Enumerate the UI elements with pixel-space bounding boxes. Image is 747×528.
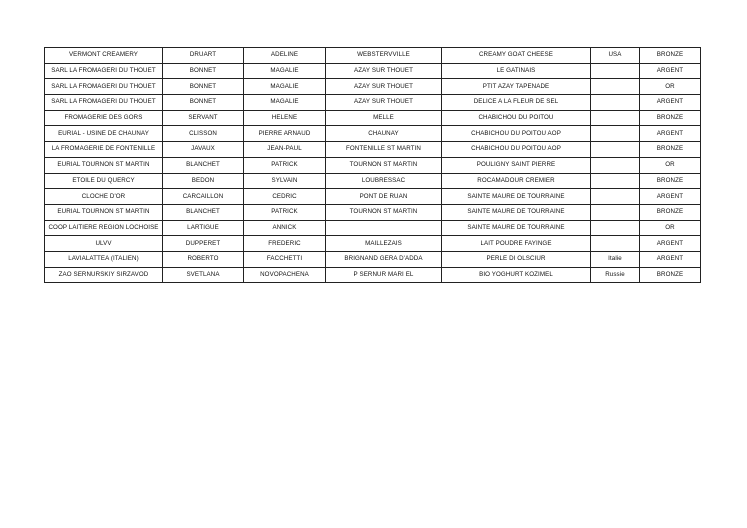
city-cell: AZAY SUR THOUET: [326, 63, 442, 79]
country-cell: [591, 157, 640, 173]
medal-cell: ARGENT: [640, 95, 701, 111]
company-cell: EURIAL TOURNON ST MARTIN: [45, 157, 163, 173]
medal-cell: BRONZE: [640, 173, 701, 189]
country-cell: [591, 173, 640, 189]
city-cell: PONT DE RUAN: [326, 189, 442, 205]
results-table: [44, 47, 701, 283]
company-cell: SARL LA FROMAGERI DU THOUET: [45, 95, 163, 111]
table-body: [45, 48, 701, 283]
country-cell: [591, 95, 640, 111]
first-name-cell: ADELINE: [244, 48, 326, 64]
medal-cell: OR: [640, 157, 701, 173]
product-cell: SAINTE MAURE DE TOURRAINE: [442, 204, 591, 220]
medal-cell: ARGENT: [640, 189, 701, 205]
table-row: [45, 236, 701, 252]
table-row: [45, 142, 701, 158]
table-row: [45, 79, 701, 95]
city-cell: MAILLEZAIS: [326, 236, 442, 252]
company-cell: FROMAGERIE DES GORS: [45, 110, 163, 126]
city-cell: P SERNUR MARI EL: [326, 267, 442, 283]
table-row: [45, 48, 701, 64]
medal-cell: BRONZE: [640, 48, 701, 64]
first-name-cell: NOVOPACHENA: [244, 267, 326, 283]
company-cell: VERMONT CREAMERY: [45, 48, 163, 64]
first-name-cell: PIERRE ARNAUD: [244, 126, 326, 142]
company-cell: EURIAL TOURNON ST MARTIN: [45, 204, 163, 220]
last-name-cell: JAVAUX: [163, 142, 244, 158]
country-cell: [591, 204, 640, 220]
company-cell: LAVIALATTEA (ITALIEN): [45, 251, 163, 267]
product-cell: SAINTE MAURE DE TOURRAINE: [442, 220, 591, 236]
first-name-cell: MAGALIE: [244, 79, 326, 95]
product-cell: PTIT AZAY TAPENADE: [442, 79, 591, 95]
country-cell: [591, 126, 640, 142]
table-row: [45, 157, 701, 173]
product-cell: PERLE DI OLSCIUR: [442, 251, 591, 267]
medal-cell: BRONZE: [640, 204, 701, 220]
last-name-cell: LARTIGUE: [163, 220, 244, 236]
city-cell: AZAY SUR THOUET: [326, 79, 442, 95]
product-cell: SAINTE MAURE DE TOURRAINE: [442, 189, 591, 205]
country-cell: [591, 79, 640, 95]
first-name-cell: FREDERIC: [244, 236, 326, 252]
first-name-cell: SYLVAIN: [244, 173, 326, 189]
company-cell: ULVV: [45, 236, 163, 252]
table-row: [45, 189, 701, 205]
table-row: [45, 173, 701, 189]
first-name-cell: MAGALIE: [244, 63, 326, 79]
table-row: [45, 63, 701, 79]
product-cell: CHABICHOU DU POITOU: [442, 110, 591, 126]
medal-cell: ARGENT: [640, 251, 701, 267]
table-row: [45, 267, 701, 283]
country-cell: [591, 220, 640, 236]
product-cell: BIO YOGHURT KOZIMEL: [442, 267, 591, 283]
company-cell: LA FROMAGERIE DE FONTENILLE: [45, 142, 163, 158]
table-row: [45, 95, 701, 111]
table-row: [45, 220, 701, 236]
first-name-cell: JEAN-PAUL: [244, 142, 326, 158]
city-cell: MELLE: [326, 110, 442, 126]
medal-cell: BRONZE: [640, 142, 701, 158]
first-name-cell: MAGALIE: [244, 95, 326, 111]
last-name-cell: DRUART: [163, 48, 244, 64]
last-name-cell: BONNET: [163, 63, 244, 79]
first-name-cell: FACCHETTI: [244, 251, 326, 267]
product-cell: DELICE A LA FLEUR DE SEL: [442, 95, 591, 111]
last-name-cell: SVETLANA: [163, 267, 244, 283]
country-cell: [591, 63, 640, 79]
city-cell: AZAY SUR THOUET: [326, 95, 442, 111]
country-cell: Italie: [591, 251, 640, 267]
medal-cell: BRONZE: [640, 267, 701, 283]
last-name-cell: CLISSON: [163, 126, 244, 142]
table-row: [45, 204, 701, 220]
first-name-cell: ANNICK: [244, 220, 326, 236]
last-name-cell: BONNET: [163, 79, 244, 95]
country-cell: [591, 189, 640, 205]
company-cell: SARL LA FROMAGERI DU THOUET: [45, 63, 163, 79]
company-cell: COOP LAITIERE REGION LOCHOISE: [45, 220, 163, 236]
last-name-cell: BLANCHET: [163, 204, 244, 220]
city-cell: [326, 220, 442, 236]
table-row: [45, 110, 701, 126]
product-cell: LE GATINAIS: [442, 63, 591, 79]
product-cell: CHABICHOU DU POITOU AOP: [442, 126, 591, 142]
first-name-cell: CEDRIC: [244, 189, 326, 205]
medal-cell: BRONZE: [640, 110, 701, 126]
table-row: [45, 126, 701, 142]
table-row: [45, 251, 701, 267]
country-cell: Russie: [591, 267, 640, 283]
company-cell: SARL LA FROMAGERI DU THOUET: [45, 79, 163, 95]
company-cell: ZAO SERNURSKIY SIRZAVOD: [45, 267, 163, 283]
city-cell: LOUBRESSAC: [326, 173, 442, 189]
city-cell: BRIGNAND GERA D'ADDA: [326, 251, 442, 267]
medal-cell: OR: [640, 220, 701, 236]
country-cell: [591, 236, 640, 252]
company-cell: CLOCHE D'OR: [45, 189, 163, 205]
company-cell: ETOILE DU QUERCY: [45, 173, 163, 189]
city-cell: FONTENILLE ST MARTIN: [326, 142, 442, 158]
product-cell: CHABICHOU DU POITOU AOP: [442, 142, 591, 158]
medal-cell: ARGENT: [640, 236, 701, 252]
last-name-cell: CARCAILLON: [163, 189, 244, 205]
country-cell: USA: [591, 48, 640, 64]
last-name-cell: ROBERTO: [163, 251, 244, 267]
country-cell: [591, 142, 640, 158]
last-name-cell: DUPPERET: [163, 236, 244, 252]
product-cell: ROCAMADOUR CREMIER: [442, 173, 591, 189]
last-name-cell: SERVANT: [163, 110, 244, 126]
medal-cell: ARGENT: [640, 126, 701, 142]
first-name-cell: PATRICK: [244, 204, 326, 220]
company-cell: EURIAL - USINE DE CHAUNAY: [45, 126, 163, 142]
country-cell: [591, 110, 640, 126]
product-cell: CREAMY GOAT CHEESE: [442, 48, 591, 64]
last-name-cell: BEDON: [163, 173, 244, 189]
product-cell: LAIT POUDRE FAYINGE: [442, 236, 591, 252]
medal-cell: ARGENT: [640, 63, 701, 79]
first-name-cell: HELENE: [244, 110, 326, 126]
product-cell: POULIGNY SAINT PIERRE: [442, 157, 591, 173]
first-name-cell: PATRICK: [244, 157, 326, 173]
last-name-cell: BONNET: [163, 95, 244, 111]
city-cell: TOURNON ST MARTIN: [326, 157, 442, 173]
last-name-cell: BLANCHET: [163, 157, 244, 173]
medal-cell: OR: [640, 79, 701, 95]
city-cell: TOURNON ST MARTIN: [326, 204, 442, 220]
city-cell: WEBSTERVVILLE: [326, 48, 442, 64]
city-cell: CHAUNAY: [326, 126, 442, 142]
